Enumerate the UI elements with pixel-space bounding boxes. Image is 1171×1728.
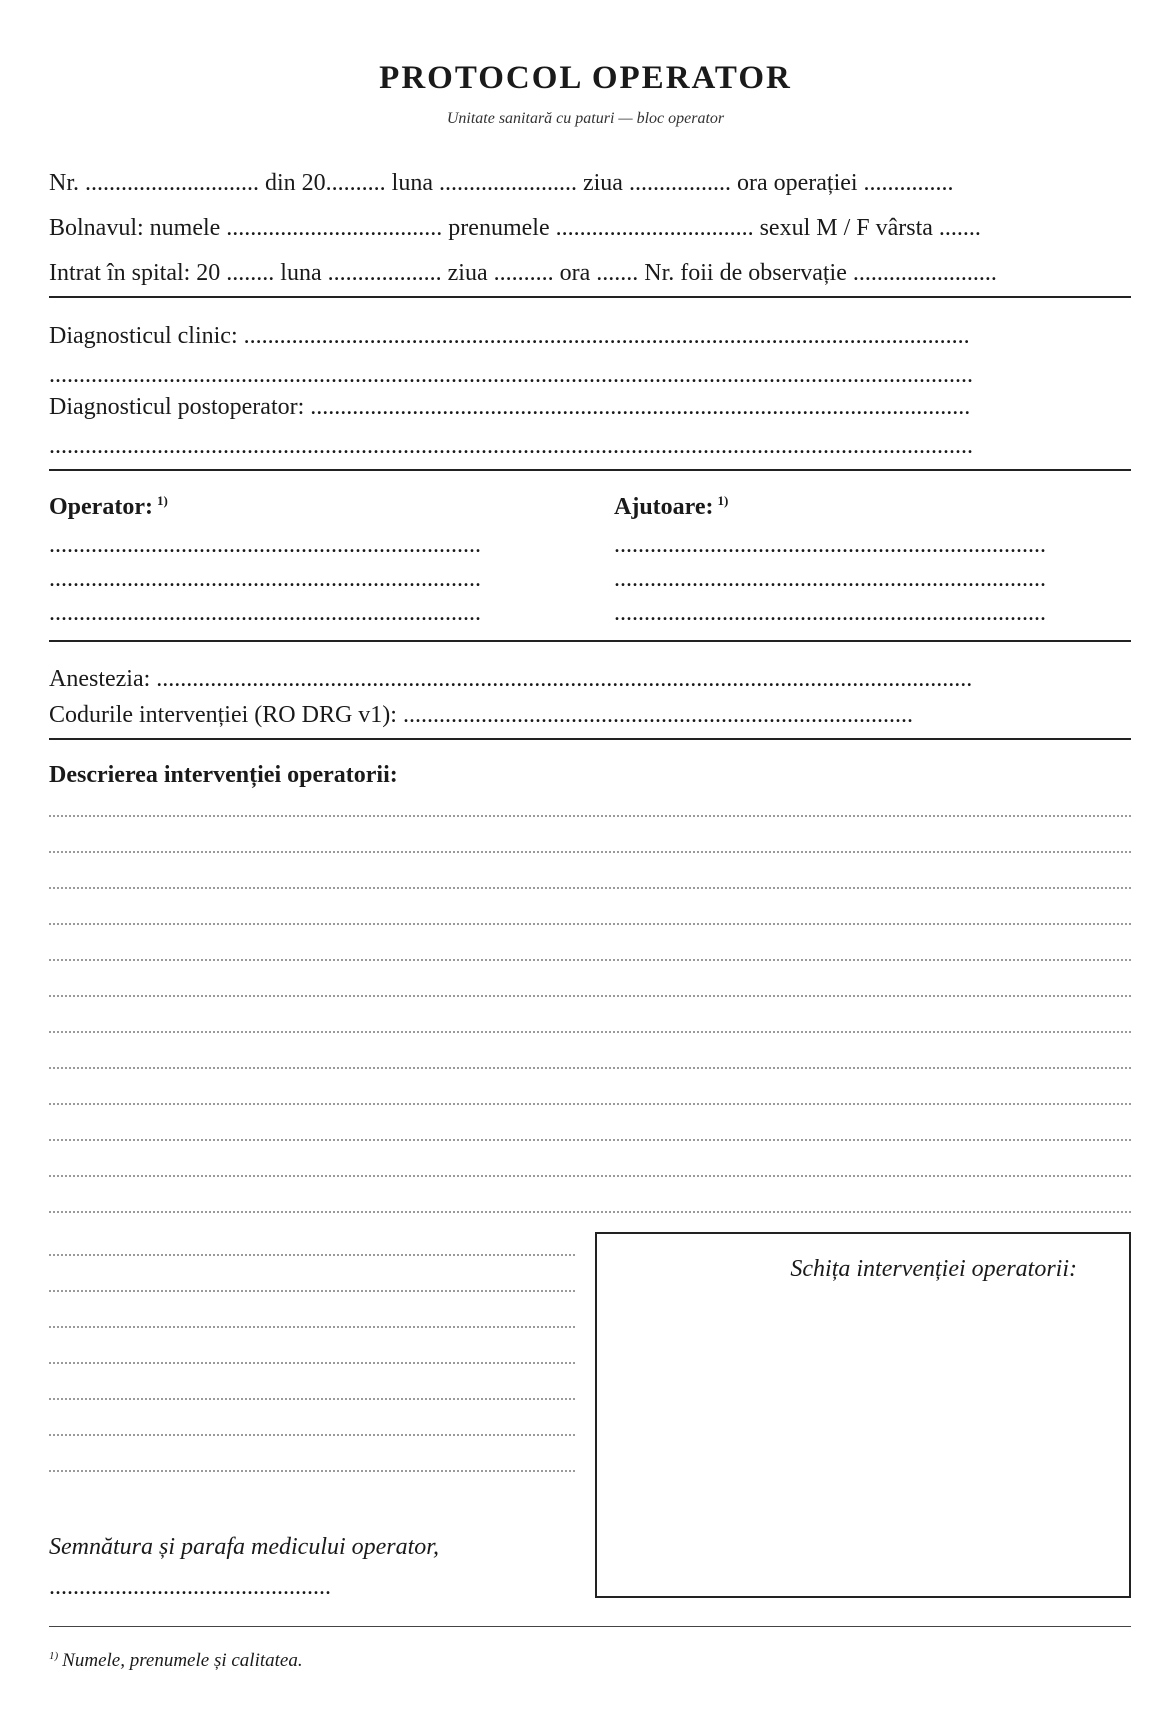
- signature-label: Semnătura și parafa medicului operator,: [49, 1534, 439, 1560]
- description-line[interactable]: [49, 959, 1131, 961]
- assistant-line-3[interactable]: ........................................................................: [614, 600, 1046, 626]
- footnote-marker: 1): [717, 493, 729, 508]
- description-line[interactable]: [49, 1470, 575, 1472]
- section-divider: [49, 296, 1131, 298]
- description-line[interactable]: [49, 851, 1131, 853]
- description-heading: Descrierea intervenției operatorii:: [49, 762, 398, 788]
- description-line[interactable]: [49, 923, 1131, 925]
- operator-heading: [49, 493, 549, 521]
- page-subtitle: Unitate sanitară cu paturi — bloc operator: [446, 110, 725, 127]
- sketch-box[interactable]: [595, 1232, 1131, 1598]
- description-line[interactable]: [49, 1326, 575, 1328]
- anesthesia-field[interactable]: Anestezia: ........................................................................................................................................: [49, 666, 973, 692]
- diagnosis-postop-continuation[interactable]: ..........................................................................................................................................................: [49, 433, 973, 459]
- identification-row-admission[interactable]: Intrat în spital: 20 ........ luna ................... ziua .......... ora ....... Nr. foii de observație ........................: [49, 260, 997, 286]
- description-line[interactable]: [49, 1103, 1131, 1105]
- description-line[interactable]: [49, 1254, 575, 1256]
- description-line[interactable]: [49, 1067, 1131, 1069]
- operator-line-1[interactable]: ........................................................................: [49, 532, 481, 558]
- description-line[interactable]: [49, 995, 1131, 997]
- sketch-label: Schița intervenției operatorii:: [790, 1256, 1077, 1282]
- description-line[interactable]: [49, 1362, 575, 1364]
- description-line[interactable]: [49, 815, 1131, 817]
- assistants-heading: [614, 493, 1114, 521]
- footnote-text: Numele, prenumele și calitatea.: [62, 1650, 303, 1671]
- footnote-divider: [49, 1626, 1131, 1627]
- footnote-marker: 1): [49, 1650, 59, 1662]
- section-divider: [49, 469, 1131, 471]
- operator-line-3[interactable]: ........................................................................: [49, 600, 481, 626]
- signature-line[interactable]: ...............................................: [49, 1574, 331, 1600]
- assistant-line-1[interactable]: ........................................................................: [614, 532, 1046, 558]
- diagnosis-clinic-continuation[interactable]: ..........................................................................................................................................................: [49, 362, 973, 388]
- section-divider: [49, 738, 1131, 740]
- assistant-line-2[interactable]: ........................................................................: [614, 566, 1046, 592]
- description-line[interactable]: [49, 1139, 1131, 1141]
- operator-label: Operator:: [49, 494, 153, 520]
- intervention-codes-field[interactable]: Codurile intervenției (RO DRG v1): .....................................................................................: [49, 702, 913, 728]
- description-line[interactable]: [49, 887, 1131, 889]
- description-line[interactable]: [49, 1290, 575, 1292]
- diagnosis-clinic-field[interactable]: Diagnosticul clinic: .........................................................................................................................: [49, 323, 970, 349]
- identification-row-patient[interactable]: Bolnavul: numele .................................... prenumele ................................. sexul M / F vârsta .......: [49, 215, 981, 241]
- description-line[interactable]: [49, 1031, 1131, 1033]
- description-line[interactable]: [49, 1434, 575, 1436]
- diagnosis-postop-field[interactable]: Diagnosticul postoperator: ..............................................................................................................: [49, 394, 971, 420]
- section-divider: [49, 640, 1131, 642]
- description-line[interactable]: [49, 1175, 1131, 1177]
- page-title: PROTOCOL OPERATOR: [379, 60, 792, 96]
- identification-row-number-date[interactable]: Nr. ............................. din 20.......... luna ....................... ziua ................. ora operației ...............: [49, 170, 954, 196]
- description-line[interactable]: [49, 1211, 1131, 1213]
- footnote-marker: 1): [156, 493, 168, 508]
- footnote: [49, 1650, 649, 1672]
- assistants-label: Ajutoare:: [614, 494, 714, 520]
- description-line[interactable]: [49, 1398, 575, 1400]
- operator-line-2[interactable]: ........................................................................: [49, 566, 481, 592]
